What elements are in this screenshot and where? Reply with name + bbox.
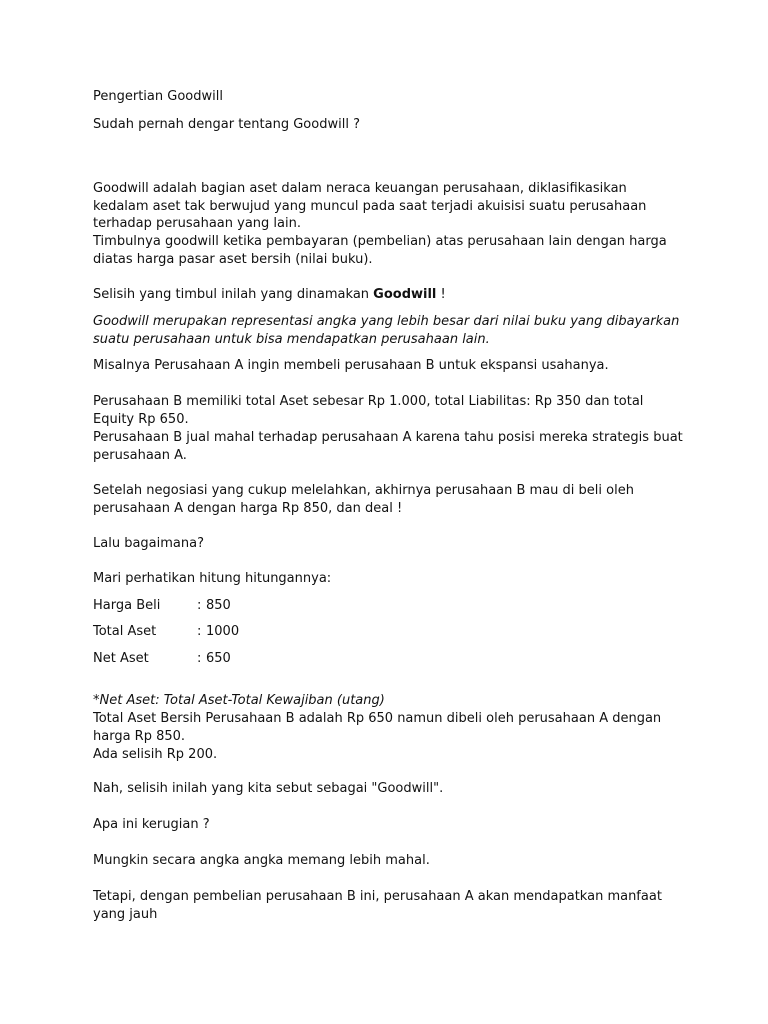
paragraph-origin: Timbulnya goodwill ketika pembayaran (pembelian) atas perusahaan lain dengan harga diatas harga pasar aset bersih (nilai buku). <box>93 234 667 267</box>
paragraph-more-expensive: Mungkin secara angka angka memang lebih mahal. <box>93 853 430 868</box>
paragraph-difference-amount: Ada selisih Rp 200. <box>93 747 218 762</box>
paragraph-calculation-intro: Mari perhatikan hitung hitungannya: <box>93 571 332 586</box>
calc-row-harga-beli <box>93 597 393 615</box>
paragraph-negotiation-position: Perusahaan B jual mahal terhadap perusahaan A karena tahu posisi mereka strategis buat perusahaan A. <box>93 430 683 463</box>
calc-label: Total Aset <box>93 624 157 639</box>
paragraph-net-asset-summary: Total Aset Bersih Perusahaan B adalah Rp 650 namun dibeli oleh perusahaan A dengan harga Rp 850. <box>93 711 662 744</box>
paragraph-example: Misalnya Perusahaan A ingin membeli perusahaan B untuk ekspansi usahanya. <box>93 358 609 373</box>
calc-row-net-aset <box>93 650 393 668</box>
calc-label: Net Aset <box>93 651 149 666</box>
calc-separator: : <box>197 598 202 613</box>
calc-separator: : <box>197 624 202 639</box>
paragraph-deal: Setelah negosiasi yang cukup melelahkan, akhirnya perusahaan B mau di beli oleh perusahaan A dengan harga Rp 850, dan deal ! <box>93 483 634 516</box>
calc-separator: : <box>197 651 202 666</box>
calc-value: 1000 <box>206 624 240 639</box>
calc-label: Harga Beli <box>93 598 161 613</box>
calc-value: 650 <box>206 651 231 666</box>
paragraph-question: Lalu bagaimana? <box>93 536 204 551</box>
paragraph-company-b: Perusahaan B memiliki total Aset sebesar Rp 1.000, total Liabilitas: Rp 350 dan total Equity Rp 650. <box>93 394 644 427</box>
document-title: Pengertian Goodwill <box>93 89 223 104</box>
paragraph-loss-question: Apa ini kerugian ? <box>93 817 210 832</box>
italic-definition: Goodwill merupakan representasi angka yang lebih besar dari nilai buku yang dibayarkan suatu perusahaan untuk bisa mendapatkan perusahaan lain. <box>93 314 680 347</box>
intro-line: Sudah pernah dengar tentang Goodwill ? <box>93 117 360 132</box>
paragraph-difference <box>93 286 683 304</box>
difference-text: Selisih yang timbul inilah yang dinamakan <box>93 287 374 302</box>
paragraph-benefit: Tetapi, dengan pembelian perusahaan B ini, perusahaan A akan mendapatkan manfaat yang jauh <box>93 889 662 922</box>
calc-value: 850 <box>206 598 231 613</box>
goodwill-bold: Goodwill <box>373 287 437 302</box>
paragraph-definition: Goodwill adalah bagian aset dalam neraca keuangan perusahaan, diklasifikasikan kedalam aset tak berwujud yang muncul pada saat terjadi akuisisi suatu perusahaan terhadap perusahaan yang lain. <box>93 181 647 231</box>
calc-row-total-aset <box>93 623 393 641</box>
paragraph-goodwill-naming: Nah, selisih inilah yang kita sebut sebagai "Goodwill". <box>93 781 444 796</box>
difference-suffix: ! <box>436 287 446 302</box>
net-aset-note: *Net Aset: Total Aset-Total Kewajiban (utang) <box>93 693 385 708</box>
